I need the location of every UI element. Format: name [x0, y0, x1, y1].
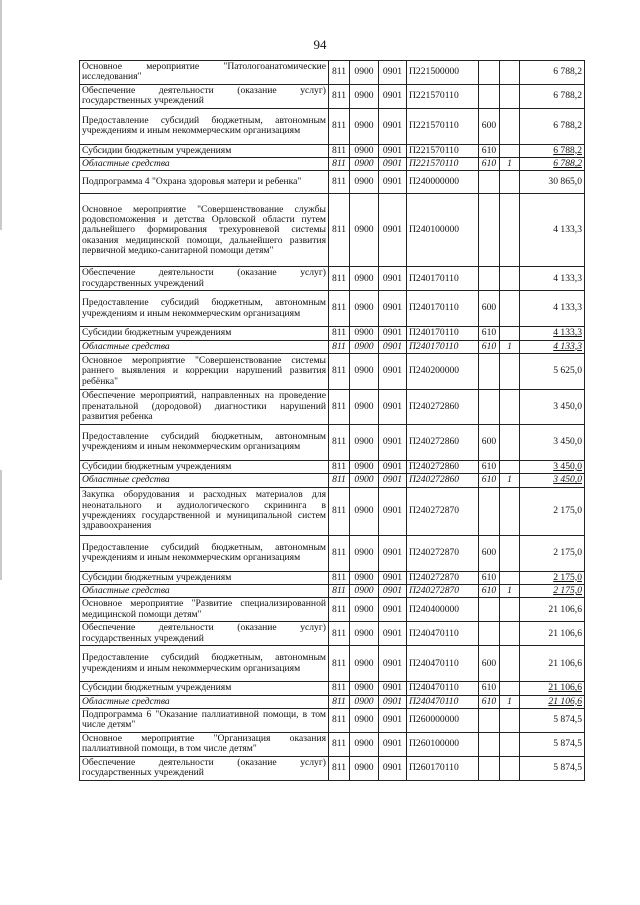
cell-pr: 0901 — [379, 756, 407, 780]
cell-source: 1 — [500, 158, 520, 171]
cell-csr: П240470110 — [407, 682, 479, 695]
cell-source — [500, 291, 520, 327]
cell-csr: П240000000 — [407, 171, 479, 194]
row-name: Предоставление субсидий бюджетным, автономным учреждениям и иным некоммерческим организациям — [80, 424, 329, 460]
cell-vr — [479, 756, 500, 780]
table-row — [80, 474, 585, 487]
cell-pr: 0901 — [379, 108, 407, 144]
table-row — [80, 709, 585, 733]
cell-vr: 610 — [479, 327, 500, 340]
cell-gr: 811 — [329, 709, 350, 733]
table-row — [80, 598, 585, 622]
cell-source — [500, 267, 520, 291]
cell-gr: 811 — [329, 584, 350, 597]
cell-rz: 0900 — [350, 340, 379, 353]
cell-csr: П240470110 — [407, 622, 479, 646]
cell-csr: П221570110 — [407, 108, 479, 144]
cell-gr: 811 — [329, 646, 350, 682]
cell-pr: 0901 — [379, 535, 407, 571]
cell-gr: 811 — [329, 756, 350, 780]
cell-amount: 3 450,0 — [520, 389, 585, 424]
cell-amount: 21 106,6 — [520, 598, 585, 622]
cell-csr: П240470110 — [407, 646, 479, 682]
cell-vr — [479, 84, 500, 108]
row-name: Предоставление субсидий бюджетным, автономным учреждениям и иным некоммерческим организациям — [80, 291, 329, 327]
cell-source — [500, 598, 520, 622]
cell-gr: 811 — [329, 340, 350, 353]
cell-source — [500, 389, 520, 424]
row-name: Закупка оборудования и расходных материалов для неонатального и аудиологического скрининга в учреждениях государственной и муниципальной систем здравоохранения — [80, 487, 329, 535]
cell-rz: 0900 — [350, 171, 379, 194]
cell-amount: 6 788,2 — [520, 108, 585, 144]
cell-gr: 811 — [329, 460, 350, 473]
table-row — [80, 340, 585, 353]
cell-pr: 0901 — [379, 353, 407, 389]
table-row — [80, 84, 585, 108]
cell-gr: 811 — [329, 61, 350, 85]
cell-source: 1 — [500, 695, 520, 708]
cell-gr: 811 — [329, 598, 350, 622]
table-row — [80, 267, 585, 291]
cell-amount: 2 175,0 — [520, 584, 585, 597]
cell-csr: П240272860 — [407, 424, 479, 460]
table-row — [80, 460, 585, 473]
cell-amount: 6 788,2 — [520, 84, 585, 108]
cell-amount: 4 133,3 — [520, 291, 585, 327]
cell-source — [500, 709, 520, 733]
cell-vr — [479, 487, 500, 535]
cell-source — [500, 487, 520, 535]
cell-gr: 811 — [329, 535, 350, 571]
cell-csr: П240272870 — [407, 571, 479, 584]
cell-rz: 0900 — [350, 756, 379, 780]
table-row — [80, 61, 585, 85]
cell-rz: 0900 — [350, 353, 379, 389]
row-name: Областные средства — [80, 584, 329, 597]
cell-rz: 0900 — [350, 267, 379, 291]
cell-amount: 5 625,0 — [520, 353, 585, 389]
cell-rz: 0900 — [350, 622, 379, 646]
cell-csr: П260000000 — [407, 709, 479, 733]
row-name: Подпрограмма 4 "Охрана здоровья матери и ребенка" — [80, 171, 329, 194]
row-name: Основное мероприятие "Совершенствование системы раннего выявления и коррекции нарушений развития ребёнка" — [80, 353, 329, 389]
cell-pr: 0901 — [379, 194, 407, 267]
cell-rz: 0900 — [350, 535, 379, 571]
cell-pr: 0901 — [379, 327, 407, 340]
row-name: Субсидии бюджетным учреждениям — [80, 571, 329, 584]
cell-amount: 6 788,2 — [520, 61, 585, 85]
cell-vr — [479, 171, 500, 194]
cell-source — [500, 171, 520, 194]
cell-rz: 0900 — [350, 598, 379, 622]
row-name: Основное мероприятие "Совершенствование службы родовспоможения и детства Орловской области путем дальнейшего формирования трехуровневой системы оказания медицинской помощи, дальнейшего развития первичной медико-санитарной помощи детям" — [80, 194, 329, 267]
cell-csr: П221500000 — [407, 61, 479, 85]
cell-pr: 0901 — [379, 144, 407, 157]
cell-gr: 811 — [329, 474, 350, 487]
cell-vr — [479, 598, 500, 622]
cell-gr: 811 — [329, 158, 350, 171]
cell-pr: 0901 — [379, 171, 407, 194]
cell-source — [500, 353, 520, 389]
table-row — [80, 144, 585, 157]
row-name: Обеспечение деятельности (оказание услуг) государственных учреждений — [80, 267, 329, 291]
cell-gr: 811 — [329, 732, 350, 756]
cell-csr: П221570110 — [407, 144, 479, 157]
row-name: Обеспечение деятельности (оказание услуг) государственных учреждений — [80, 756, 329, 780]
row-name: Обеспечение мероприятий, направленных на проведение пренатальной (дородовой) диагностики нарушений развития ребенка — [80, 389, 329, 424]
cell-vr: 600 — [479, 424, 500, 460]
cell-pr: 0901 — [379, 389, 407, 424]
cell-source — [500, 682, 520, 695]
row-name: Субсидии бюджетным учреждениям — [80, 460, 329, 473]
cell-csr: П240170110 — [407, 291, 479, 327]
table-row — [80, 756, 585, 780]
cell-pr: 0901 — [379, 682, 407, 695]
cell-rz: 0900 — [350, 158, 379, 171]
cell-amount: 2 175,0 — [520, 535, 585, 571]
cell-gr: 811 — [329, 389, 350, 424]
table-row — [80, 194, 585, 267]
cell-csr: П240272860 — [407, 460, 479, 473]
table-row — [80, 571, 585, 584]
cell-vr: 610 — [479, 584, 500, 597]
cell-amount: 2 175,0 — [520, 571, 585, 584]
cell-amount: 4 133,3 — [520, 340, 585, 353]
cell-csr: П221570110 — [407, 84, 479, 108]
cell-amount: 30 865,0 — [520, 171, 585, 194]
budget-table — [79, 60, 585, 781]
cell-gr: 811 — [329, 267, 350, 291]
cell-amount: 6 788,2 — [520, 144, 585, 157]
cell-csr: П240272860 — [407, 389, 479, 424]
cell-rz: 0900 — [350, 682, 379, 695]
cell-rz: 0900 — [350, 584, 379, 597]
cell-pr: 0901 — [379, 695, 407, 708]
cell-rz: 0900 — [350, 194, 379, 267]
row-name: Областные средства — [80, 695, 329, 708]
cell-amount: 5 874,5 — [520, 732, 585, 756]
cell-pr: 0901 — [379, 571, 407, 584]
row-name: Предоставление субсидий бюджетным, автономным учреждениям и иным некоммерческим организациям — [80, 535, 329, 571]
cell-rz: 0900 — [350, 84, 379, 108]
row-name: Областные средства — [80, 474, 329, 487]
cell-source — [500, 194, 520, 267]
table-row — [80, 732, 585, 756]
cell-vr: 600 — [479, 646, 500, 682]
cell-vr: 600 — [479, 108, 500, 144]
table-row — [80, 327, 585, 340]
cell-amount: 3 450,0 — [520, 474, 585, 487]
cell-csr: П240170110 — [407, 340, 479, 353]
cell-vr — [479, 194, 500, 267]
cell-amount: 4 133,3 — [520, 194, 585, 267]
cell-source — [500, 732, 520, 756]
cell-source — [500, 327, 520, 340]
cell-gr: 811 — [329, 194, 350, 267]
cell-vr — [479, 267, 500, 291]
cell-source — [500, 84, 520, 108]
cell-amount: 2 175,0 — [520, 487, 585, 535]
cell-csr: П240272870 — [407, 487, 479, 535]
cell-amount: 21 106,6 — [520, 622, 585, 646]
cell-rz: 0900 — [350, 108, 379, 144]
scan-edge-mark — [0, 470, 2, 580]
cell-source — [500, 108, 520, 144]
cell-amount: 5 874,5 — [520, 756, 585, 780]
cell-vr — [479, 622, 500, 646]
scan-edge-mark — [0, 0, 2, 230]
row-name: Основное мероприятие "Развитие специализированной медицинской помощи детям" — [80, 598, 329, 622]
cell-csr: П240272870 — [407, 584, 479, 597]
cell-vr: 600 — [479, 291, 500, 327]
cell-source — [500, 622, 520, 646]
cell-gr: 811 — [329, 682, 350, 695]
cell-pr: 0901 — [379, 598, 407, 622]
cell-source — [500, 646, 520, 682]
cell-pr: 0901 — [379, 622, 407, 646]
cell-gr: 811 — [329, 353, 350, 389]
page-number: 94 — [313, 37, 327, 52]
cell-amount: 21 106,6 — [520, 646, 585, 682]
table-row — [80, 584, 585, 597]
cell-pr: 0901 — [379, 84, 407, 108]
cell-vr — [479, 732, 500, 756]
cell-rz: 0900 — [350, 61, 379, 85]
row-name: Субсидии бюджетным учреждениям — [80, 144, 329, 157]
cell-csr: П260100000 — [407, 732, 479, 756]
cell-source: 1 — [500, 474, 520, 487]
cell-source — [500, 535, 520, 571]
cell-rz: 0900 — [350, 709, 379, 733]
cell-vr: 610 — [479, 695, 500, 708]
cell-vr: 610 — [479, 682, 500, 695]
row-name: Основное мероприятие "Патологоанатомические исследования" — [80, 61, 329, 85]
table-row — [80, 682, 585, 695]
table-row — [80, 695, 585, 708]
cell-rz: 0900 — [350, 327, 379, 340]
cell-pr: 0901 — [379, 340, 407, 353]
cell-vr — [479, 353, 500, 389]
cell-gr: 811 — [329, 144, 350, 157]
table-row — [80, 171, 585, 194]
cell-csr: П240272860 — [407, 474, 479, 487]
cell-csr: П240100000 — [407, 194, 479, 267]
cell-gr: 811 — [329, 108, 350, 144]
cell-source — [500, 61, 520, 85]
cell-gr: 811 — [329, 487, 350, 535]
cell-amount: 3 450,0 — [520, 460, 585, 473]
table-row — [80, 353, 585, 389]
cell-pr: 0901 — [379, 267, 407, 291]
cell-vr: 610 — [479, 474, 500, 487]
cell-rz: 0900 — [350, 474, 379, 487]
cell-csr: П240470110 — [407, 695, 479, 708]
row-name: Областные средства — [80, 340, 329, 353]
cell-gr: 811 — [329, 171, 350, 194]
cell-gr: 811 — [329, 84, 350, 108]
cell-rz: 0900 — [350, 732, 379, 756]
table-row — [80, 424, 585, 460]
cell-gr: 811 — [329, 424, 350, 460]
cell-pr: 0901 — [379, 584, 407, 597]
row-name: Областные средства — [80, 158, 329, 171]
row-name: Субсидии бюджетным учреждениям — [80, 682, 329, 695]
cell-amount: 21 106,6 — [520, 682, 585, 695]
cell-vr: 610 — [479, 144, 500, 157]
cell-amount: 5 874,5 — [520, 709, 585, 733]
cell-amount: 21 106,6 — [520, 695, 585, 708]
cell-amount: 3 450,0 — [520, 424, 585, 460]
row-name: Предоставление субсидий бюджетным, автономным учреждениям и иным некоммерческим организациям — [80, 108, 329, 144]
table-body — [80, 61, 585, 781]
cell-rz: 0900 — [350, 389, 379, 424]
cell-source — [500, 424, 520, 460]
cell-rz: 0900 — [350, 487, 379, 535]
cell-pr: 0901 — [379, 61, 407, 85]
cell-rz: 0900 — [350, 291, 379, 327]
table-row — [80, 108, 585, 144]
cell-amount: 4 133,3 — [520, 327, 585, 340]
cell-pr: 0901 — [379, 646, 407, 682]
cell-pr: 0901 — [379, 732, 407, 756]
cell-source — [500, 460, 520, 473]
row-name: Подпрограмма 6 "Оказание паллиативной помощи, в том числе детям" — [80, 709, 329, 733]
cell-rz: 0900 — [350, 460, 379, 473]
cell-gr: 811 — [329, 291, 350, 327]
cell-source: 1 — [500, 340, 520, 353]
cell-pr: 0901 — [379, 487, 407, 535]
row-name: Предоставление субсидий бюджетным, автономным учреждениям и иным некоммерческим организациям — [80, 646, 329, 682]
cell-rz: 0900 — [350, 424, 379, 460]
cell-rz: 0900 — [350, 571, 379, 584]
cell-source — [500, 756, 520, 780]
table-row — [80, 158, 585, 171]
cell-gr: 811 — [329, 571, 350, 584]
cell-source: 1 — [500, 584, 520, 597]
table-row — [80, 646, 585, 682]
cell-csr: П260170110 — [407, 756, 479, 780]
cell-pr: 0901 — [379, 709, 407, 733]
cell-rz: 0900 — [350, 646, 379, 682]
table-row — [80, 291, 585, 327]
cell-gr: 811 — [329, 695, 350, 708]
cell-pr: 0901 — [379, 474, 407, 487]
row-name: Основное мероприятие "Организация оказания паллиативной помощи, в том числе детям" — [80, 732, 329, 756]
cell-amount: 6 788,2 — [520, 158, 585, 171]
cell-vr: 610 — [479, 460, 500, 473]
cell-source — [500, 571, 520, 584]
cell-amount: 4 133,3 — [520, 267, 585, 291]
cell-pr: 0901 — [379, 460, 407, 473]
table-row — [80, 622, 585, 646]
cell-csr: П240400000 — [407, 598, 479, 622]
cell-source — [500, 144, 520, 157]
cell-pr: 0901 — [379, 158, 407, 171]
cell-gr: 811 — [329, 622, 350, 646]
cell-csr: П240170110 — [407, 327, 479, 340]
cell-vr: 600 — [479, 535, 500, 571]
cell-vr — [479, 389, 500, 424]
cell-rz: 0900 — [350, 144, 379, 157]
cell-vr: 610 — [479, 571, 500, 584]
row-name: Обеспечение деятельности (оказание услуг) государственных учреждений — [80, 622, 329, 646]
cell-pr: 0901 — [379, 424, 407, 460]
row-name: Субсидии бюджетным учреждениям — [80, 327, 329, 340]
cell-vr — [479, 709, 500, 733]
table-row — [80, 487, 585, 535]
cell-gr: 811 — [329, 327, 350, 340]
cell-csr: П240170110 — [407, 267, 479, 291]
cell-rz: 0900 — [350, 695, 379, 708]
cell-csr: П221570110 — [407, 158, 479, 171]
table-row — [80, 389, 585, 424]
cell-vr — [479, 61, 500, 85]
row-name: Обеспечение деятельности (оказание услуг) государственных учреждений — [80, 84, 329, 108]
cell-csr: П240272870 — [407, 535, 479, 571]
cell-vr: 610 — [479, 340, 500, 353]
cell-vr: 610 — [479, 158, 500, 171]
cell-pr: 0901 — [379, 291, 407, 327]
table-row — [80, 535, 585, 571]
cell-csr: П240200000 — [407, 353, 479, 389]
